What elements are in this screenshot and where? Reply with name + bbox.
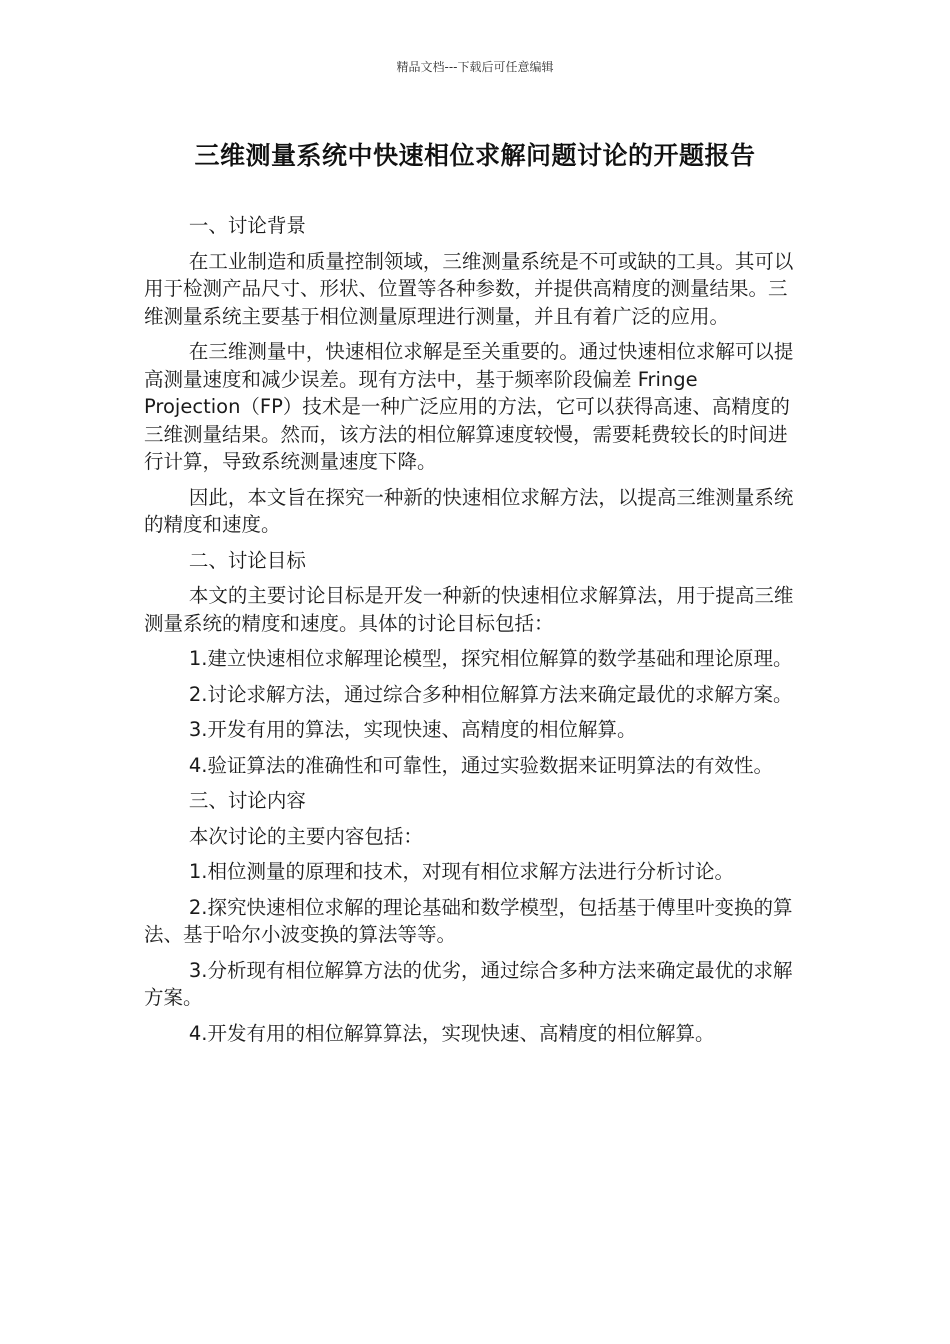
list-item: 2.探究快速相位求解的理论基础和数学模型，包括基于傅里叶变换的算法、基于哈尔小波变换的算法等等。	[144, 895, 793, 946]
section-heading-content: 三、讨论内容	[188, 789, 306, 812]
list-item: 3.开发有用的算法，实现快速、高精度的相位解算。	[188, 718, 637, 741]
list-item: 1.建立快速相位求解理论模型，探究相位解算的数学基础和理论原理。	[188, 647, 793, 670]
section-heading-background: 一、讨论背景	[188, 214, 306, 237]
paragraph: 本次讨论的主要内容包括：	[188, 824, 423, 848]
paragraph: 本文的主要讨论目标是开发一种新的快速相位求解算法，用于提高三维测量系统的精度和速度。具体的讨论目标包括：	[144, 584, 794, 635]
list-item: 4.开发有用的相位解算算法，实现快速、高精度的相位解算。	[188, 1021, 715, 1045]
section-heading-goals: 二、讨论目标	[188, 548, 306, 572]
paragraph: 在工业制造和质量控制领域，三维测量系统是不可或缺的工具。其可以用于检测产品尺寸、形状、位置等各种参数，并提供高精度的测量结果。三维测量系统主要基于相位测量原理进行测量，并且有着广泛的应用。	[144, 249, 794, 328]
page-header-note: 精品文档---下载后可任意编辑	[396, 60, 554, 74]
document-title: 三维测量系统中快速相位求解问题讨论的开题报告	[194, 141, 756, 170]
document-body	[144, 212, 800, 1055]
paragraph: 在三维测量中，快速相位求解是至关重要的。通过快速相位求解可以提高测量速度和减少误差。现有方法中，基于频率阶段偏差 Fringe Projection（FP）技术是一种广泛应用的方法，它可以获得高速、高精度的三维测量结果。然而，该方法的相位解算速度较慢，需要耗费较长的时间进行计算，导致系统测量速度下降。	[144, 340, 794, 473]
list-item: 4.验证算法的准确性和可靠性，通过实验数据来证明算法的有效性。	[188, 753, 773, 777]
list-item: 1.相位测量的原理和技术，对现有相位求解方法进行分析讨论。	[188, 860, 734, 883]
list-item: 2.讨论求解方法，通过综合多种相位解算方法来确定最优的求解方案。	[188, 682, 793, 706]
list-item: 3.分析现有相位解算方法的优劣，通过综合多种方法来确定最优的求解方案。	[144, 958, 793, 1009]
paragraph: 因此，本文旨在探究一种新的快速相位求解方法，以提高三维测量系统的精度和速度。	[144, 485, 794, 536]
